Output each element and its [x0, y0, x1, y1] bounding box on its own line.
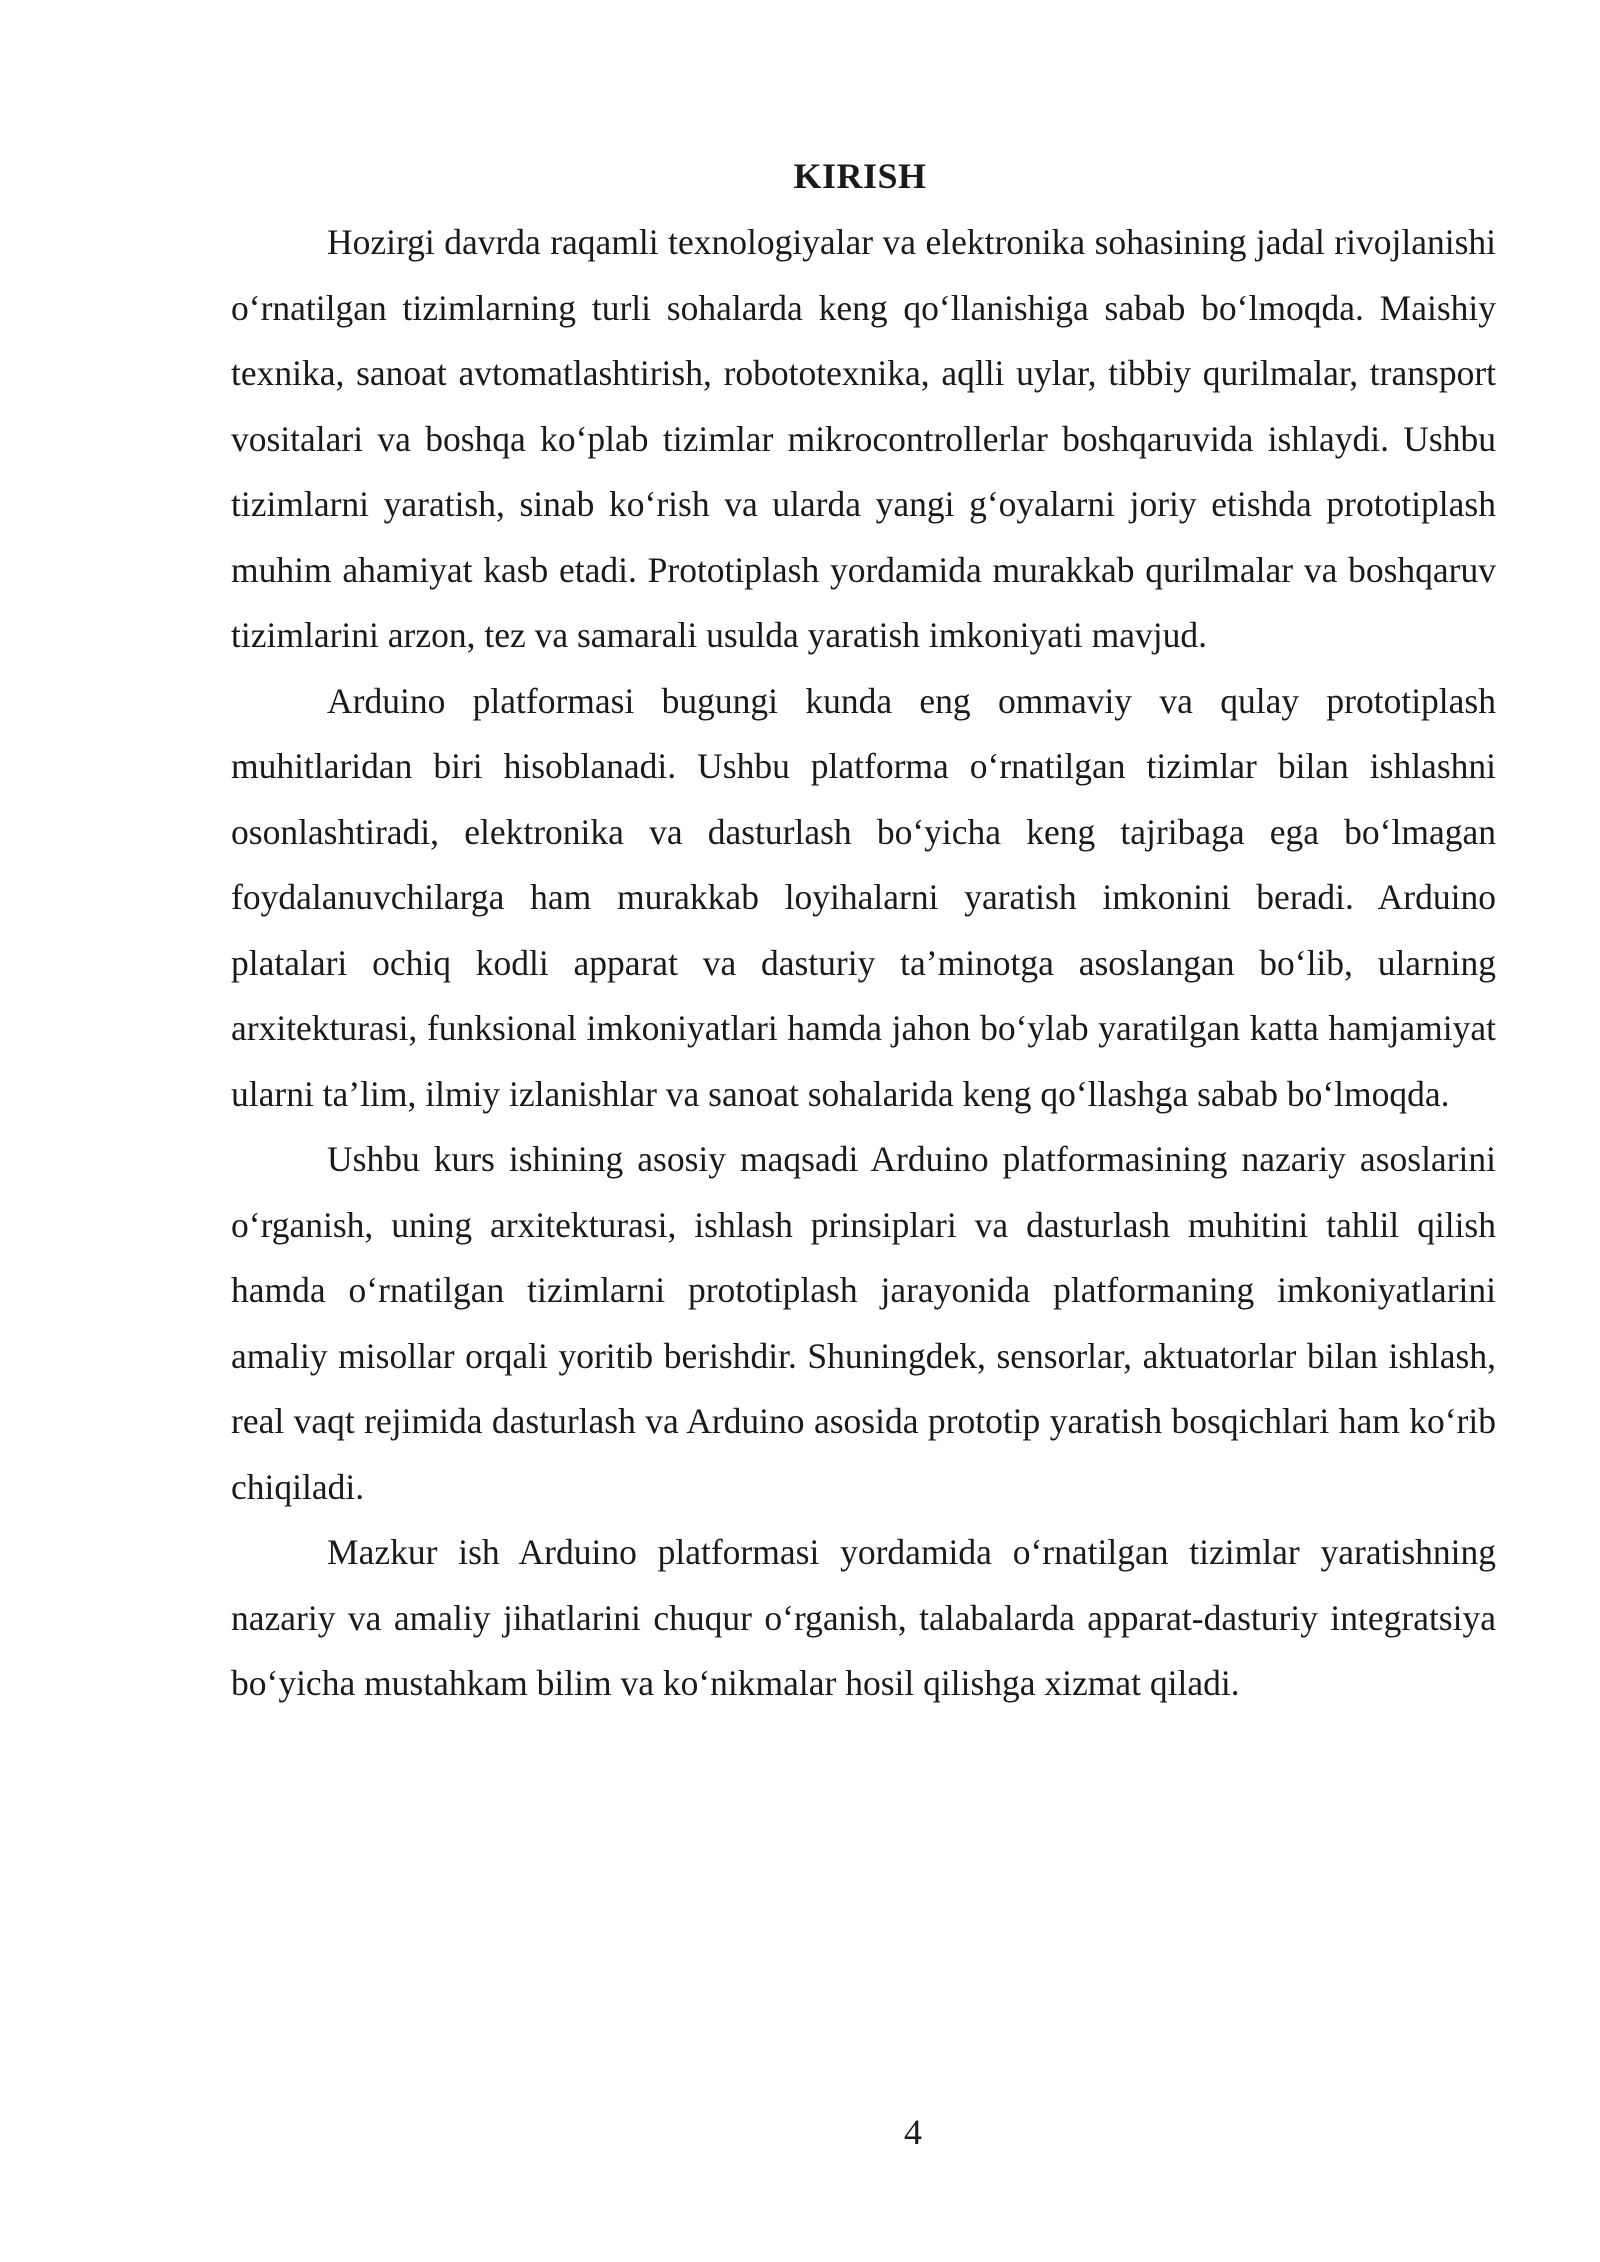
paragraph-3: Ushbu kurs ishining asosiy maqsadi Arduino platformasining nazariy asoslarini oʻrganish, uning arxitekturasi, ishlash prinsiplari va dasturlash muhitini tahlil qilish hamda oʻrnatilgan tizimlarni prototiplash jarayonida platformaning imkoniyatlarini amaliy misollar orqali yoritib berishdir. Shuningdek, sensorlar, aktuatorlar bilan ishlash, real vaqt rejimida dasturlash va Arduino asosida prototip yaratish bosqichlari ham koʻrib chiqiladi.	[231, 1139, 1496, 1507]
paragraph-2: Arduino platformasi bugungi kunda eng ommaviy va qulay prototiplash muhitlaridan biri hisoblanadi. Ushbu platforma oʻrnatilgan tizimlar bilan ishlashni osonlashtiradi, elektronika va dasturlash boʻyicha keng tajribaga ega boʻlmagan foydalanuvchilarga ham murakkab loyihalarni yaratish imkonini beradi. Arduino platalari ochiq kodli apparat va dasturiy ta’minotga asoslangan boʻlib, ularning arxitekturasi, funksional imkoniyatlari hamda jahon boʻylab yaratilgan katta hamjamiyat ularni ta’lim, ilmiy izlanishlar va sanoat sohalarida keng qoʻllashga sabab boʻlmoqda.	[231, 680, 1496, 1114]
paragraph-4: Mazkur ish Arduino platformasi yordamida oʻrnatilgan tizimlar yaratishning nazariy va amaliy jihatlarini chuqur oʻrganish, talabalarda apparat-dasturiy integratsiya boʻyicha mustahkam bilim va koʻnikmalar hosil qilishga xizmat qiladi.	[231, 1532, 1496, 1703]
paragraph-1: Hozirgi davrda raqamli texnologiyalar va elektronika sohasining jadal rivojlanishi oʻrnatilgan tizimlarning turli sohalarda keng qoʻllanishiga sabab boʻlmoqda. Maishiy texnika, sanoat avtomatlashtirish, robototexnika, aqlli uylar, tibbiy qurilmalar, transport vositalari va boshqa koʻplab tizimlar mikrocontrollerlar boshqaruvida ishlaydi. Ushbu tizimlarni yaratish, sinab koʻrish va ularda yangi gʻoyalarni joriy etishda prototiplash muhim ahamiyat kasb etadi. Prototiplash yordamida murakkab qurilmalar va boshqaruv tizimlarini arzon, tez va samarali usulda yaratish imkoniyati mavjud.	[231, 222, 1496, 655]
section-heading: KIRISH	[793, 156, 927, 196]
page-number: 4	[904, 2112, 922, 2152]
body-text	[231, 210, 1496, 1717]
